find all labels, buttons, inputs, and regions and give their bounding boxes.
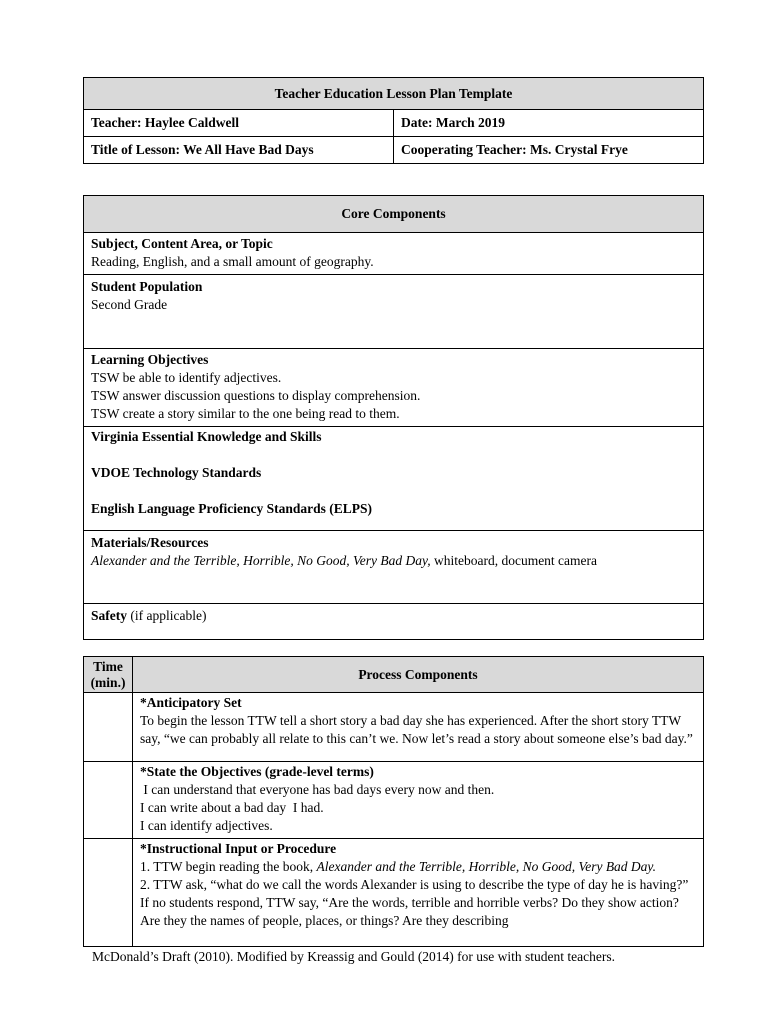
learning-objectives-label: Learning Objectives — [91, 352, 209, 367]
student-objective-2: I can write about a bad day I had. — [140, 800, 324, 815]
date-label: Date: — [401, 115, 433, 130]
teacher-cell — [84, 110, 394, 137]
date-value: March 2019 — [435, 115, 505, 130]
learning-objective-1: TSW be able to identify adjectives. — [91, 370, 282, 385]
anticipatory-set-label: *Anticipatory Set — [140, 695, 242, 710]
materials-label: Materials/Resources — [91, 535, 209, 550]
instructional-input-section — [133, 839, 704, 947]
population-text: Second Grade — [91, 297, 168, 312]
virginia-standards-label: Virginia Essential Knowledge and Skills — [91, 429, 322, 444]
core-components-table — [83, 195, 704, 640]
safety-section — [84, 604, 704, 640]
materials-text — [91, 552, 696, 570]
time-column-heading: Time (min.) — [84, 657, 133, 693]
anticipatory-set-section — [133, 693, 704, 762]
date-cell — [394, 110, 704, 137]
learning-objectives-section — [84, 349, 704, 427]
instruction-step-1-prefix: 1. TTW begin reading the book, — [140, 859, 317, 874]
state-objectives-section — [133, 762, 704, 839]
lesson-header-table — [83, 77, 704, 164]
materials-book-title: Alexander and the Terrible, Horrible, No Good, Very Bad Day, — [91, 553, 431, 568]
template-title: Teacher Education Lesson Plan Template — [84, 78, 704, 110]
lesson-title-cell — [84, 137, 394, 164]
vdoe-standards-label: VDOE Technology Standards — [91, 465, 262, 480]
anticipatory-set-text: To begin the lesson TTW tell a short story a bad day she has experienced. After the short story TTW say, “we can probably all relate to this can’t we. Now let’s read a story about someone else’s bad day.” — [140, 713, 693, 746]
footer-citation: McDonald’s Draft (2010). Modified by Kreassig and Gould (2014) for use with student teachers. — [92, 949, 616, 964]
student-objective-1: I can understand that everyone has bad days every now and then. — [140, 782, 495, 797]
learning-objective-3: TSW create a story similar to the one being read to them. — [91, 406, 400, 421]
instruction-step-1-book: Alexander and the Terrible, Horrible, No Good, Very Bad Day. — [316, 859, 657, 874]
instruction-step-2: 2. TTW ask, “what do we call the words Alexander is using to describe the type of day he is having?” If no students respond, TTW say, “Are the words, terrible and horrible verbs? Do they show action? Are they the names of people, places, or things? Are they describing — [140, 877, 689, 928]
learning-objective-2: TSW answer discussion questions to display comprehension. — [91, 388, 421, 403]
cooperating-teacher-cell — [394, 137, 704, 164]
cooperating-teacher-label: Cooperating Teacher: — [401, 142, 527, 157]
lesson-title-label: Title of Lesson: — [91, 142, 181, 157]
elps-label: English Language Proficiency Standards (ELPS) — [91, 501, 373, 516]
subject-section — [84, 233, 704, 275]
standards-section — [84, 427, 704, 531]
student-objective-3: I can identify adjectives. — [140, 818, 273, 833]
teacher-name: Haylee Caldwell — [144, 115, 239, 130]
anticipatory-time-cell — [84, 693, 133, 762]
process-components-heading: Process Components — [133, 657, 704, 693]
population-label: Student Population — [91, 279, 203, 294]
core-components-heading: Core Components — [84, 196, 704, 233]
instruction-step-1 — [140, 858, 696, 876]
lesson-title-value: We All Have Bad Days — [183, 142, 314, 157]
process-components-table — [83, 656, 704, 947]
materials-section — [84, 531, 704, 604]
instruction-time-cell — [84, 839, 133, 947]
subject-label: Subject, Content Area, or Topic — [91, 236, 273, 251]
state-objectives-label: *State the Objectives (grade-level terms) — [140, 764, 374, 779]
materials-rest: whiteboard, document camera — [430, 553, 598, 568]
subject-text: Reading, English, and a small amount of geography. — [91, 254, 374, 269]
safety-note: (if applicable) — [127, 608, 207, 623]
safety-label: Safety — [91, 608, 127, 623]
cooperating-teacher-name: Ms. Crystal Frye — [530, 142, 628, 157]
instructional-input-label: *Instructional Input or Procedure — [140, 841, 337, 856]
population-section — [84, 275, 704, 349]
objectives-time-cell — [84, 762, 133, 839]
teacher-label: Teacher: — [91, 115, 142, 130]
